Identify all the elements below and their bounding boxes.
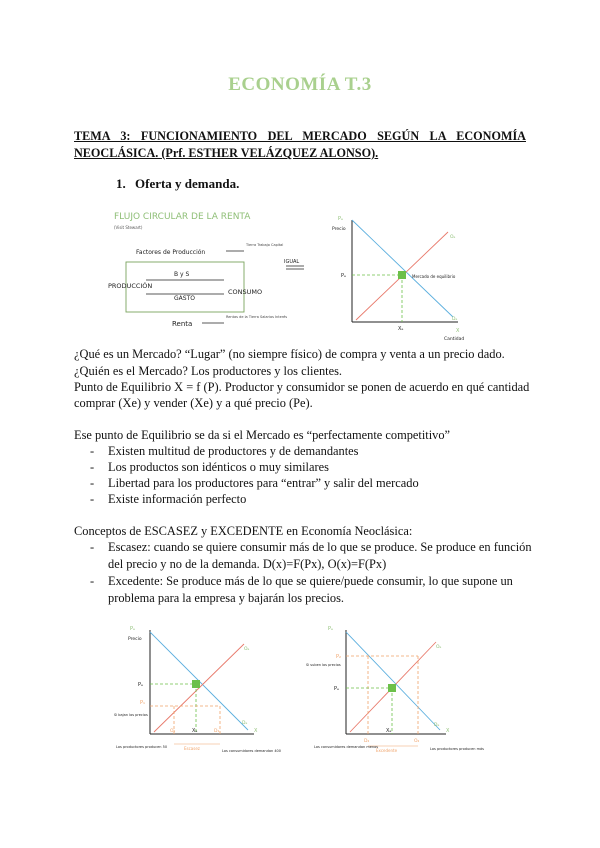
g3-d: D₂ [364, 739, 370, 744]
flow-title: FLUJO CIRCULAR DE LA RENTA [114, 212, 251, 222]
g3-p-axis: Pₑ [328, 626, 334, 632]
g1-x-axis-label: X [456, 328, 460, 334]
list-item: - Existe información perfecto [90, 492, 247, 506]
flow-subtitle: (Visit Stewart) [114, 225, 143, 230]
g1-supply-label: Oₑ [450, 235, 456, 240]
scarcity-graph [114, 620, 284, 766]
list-item-text: Los productos son idénticos o muy similares [108, 460, 329, 474]
g3-p2: P₂ [336, 654, 342, 660]
g2-note-right: Los consumidores demandan 400 [222, 749, 282, 753]
g1-equilibrium-point [398, 271, 406, 279]
g3-note-left: Los consumidores demandan menos [314, 745, 379, 749]
list-item: - Excedente: Se produce más de lo que se quiere/puede consumir, lo que supone un problema para la empresa y bajarán los precios. [90, 574, 513, 605]
g2-p1: P₁ [140, 700, 146, 706]
g2-gap-label: Escasez [184, 746, 200, 751]
flow-top-note: Tierra Trabajo Capital [246, 243, 284, 247]
g2-x-axis-label: X [254, 728, 258, 734]
g3-supply-label: Oₑ [436, 645, 442, 650]
topic-heading-line1: TEMA 3: FUNCIONAMIENTO DEL MERCADO SEGÚN LA ECONOMÍA [74, 129, 526, 143]
g2-y-label: Precio [128, 637, 142, 642]
flow-bottom-label: Renta [172, 320, 193, 328]
g3-demand-label: Dₑ [434, 723, 440, 728]
flow-goods: B y S [174, 271, 190, 278]
list-item: - Existen multitud de productores y de demandantes [90, 444, 359, 458]
g1-eq-label: Mercado de equilibrio [412, 274, 456, 279]
surplus-graph [306, 620, 506, 766]
flow-top-label: Factores de Producción [136, 249, 206, 256]
g1-demand-label: Dₑ [452, 317, 458, 322]
paragraph-equilibrium-2: comprar (Xe) y vender (Xe) y a qué precio (Pe). [74, 396, 313, 410]
page-title: ECONOMÍA T.3 [228, 74, 372, 95]
equals-label: IGUAL [284, 259, 300, 265]
g2-d: D₁ [214, 729, 220, 734]
g3-demand-line [346, 632, 440, 730]
flow-spending: GASTO [174, 295, 195, 302]
g1-x-label: Cantidad [444, 337, 465, 342]
paragraph-concepts: Conceptos de ESCASEZ y EXCEDENTE en Economía Neoclásica: [74, 524, 413, 538]
paragraph-question-market: ¿Qué es un Mercado? “Lugar” (no siempre físico) de compra y venta a un precio dado. [74, 347, 505, 361]
section-heading [116, 176, 239, 192]
g2-equilibrium-point [192, 680, 200, 688]
paragraph-question-who: ¿Quién es el Mercado? Los productores y los clientes. [74, 364, 343, 378]
g3-equilibrium-point [388, 684, 396, 692]
list-item-text: Existe información perfecto [108, 492, 247, 506]
g2-pe: Pₑ [138, 682, 144, 688]
paragraph-competition: Ese punto de Equilibrio se da si el Mercado es “perfectamente competitivo” [74, 428, 451, 442]
g1-xe: Xₑ [398, 326, 404, 332]
g1-p-axis: Pₑ [338, 216, 344, 222]
g1-y-label: Precio [332, 227, 346, 232]
g2-p-axis: Pₑ [130, 626, 136, 632]
topic-heading-line2: NEOCLÁSICA. (Prf. ESTHER VELÁZQUEZ ALONSO). [74, 146, 379, 160]
paragraph-equilibrium-1: Punto de Equilibrio X = f (P). Productor y consumidor se ponen de acuerdo en qué cantidad [74, 380, 530, 394]
g2-note-p1: Si bajan los precios [114, 713, 148, 717]
list-item-text: Escasez: cuando se quiere consumir más de lo que se produce. Se produce en función del precio y no de la demanda. D(x)=F(Px), O(x)=F(Px) [108, 540, 532, 571]
g3-gap-label: Excedente [376, 748, 398, 753]
list-item: - Libertad para los productores para “entrar” y salir del mercado [90, 476, 419, 490]
list-item-text: Excedente: Se produce más de lo que se quiere/puede consumir, lo que supone un problema para la empresa y bajarán los precios. [108, 574, 513, 605]
g2-demand-label: Dₑ [242, 721, 248, 726]
g3-note-right: Los productores producen más [430, 747, 484, 751]
flow-bottom-note: Rentas de la Tierra Salarios Interés [226, 315, 288, 319]
g1-pe: Pₑ [341, 273, 347, 279]
g3-pe: Pₑ [334, 686, 340, 692]
g2-supply-label: Oₑ [244, 647, 250, 652]
section-number: 1. [116, 176, 126, 191]
list-item-text: Existen multitud de productores y de demandantes [108, 444, 359, 458]
circular-flow-diagram [106, 204, 296, 338]
g3-note-p2: Si suben los precios [306, 663, 341, 667]
flow-right: CONSUMO [228, 288, 263, 296]
section-label: Oferta y demanda. [135, 176, 240, 191]
equilibrium-graph [328, 212, 488, 344]
list-item-text: Libertad para los productores para “entrar” y salir del mercado [108, 476, 419, 490]
flow-left: PRODUCCIÓN [108, 282, 153, 290]
g2-note-left: Los productores producen 50 [116, 745, 168, 749]
equals-mark [282, 254, 312, 274]
g3-o: O₂ [414, 739, 420, 744]
g2-o: O₁ [170, 729, 176, 734]
g1-demand-line [352, 220, 453, 317]
g2-xe: Xₑ [192, 728, 198, 734]
g3-x-axis-label: X [446, 728, 450, 734]
g3-xe: Xₑ [386, 728, 392, 734]
list-item: - Los productos son idénticos o muy similares [90, 460, 329, 474]
list-item: - Escasez: cuando se quiere consumir más de lo que se produce. Se produce en función del precio y no de la demanda. D(x)=F(Px), O(x)=F(Px) [90, 540, 532, 571]
